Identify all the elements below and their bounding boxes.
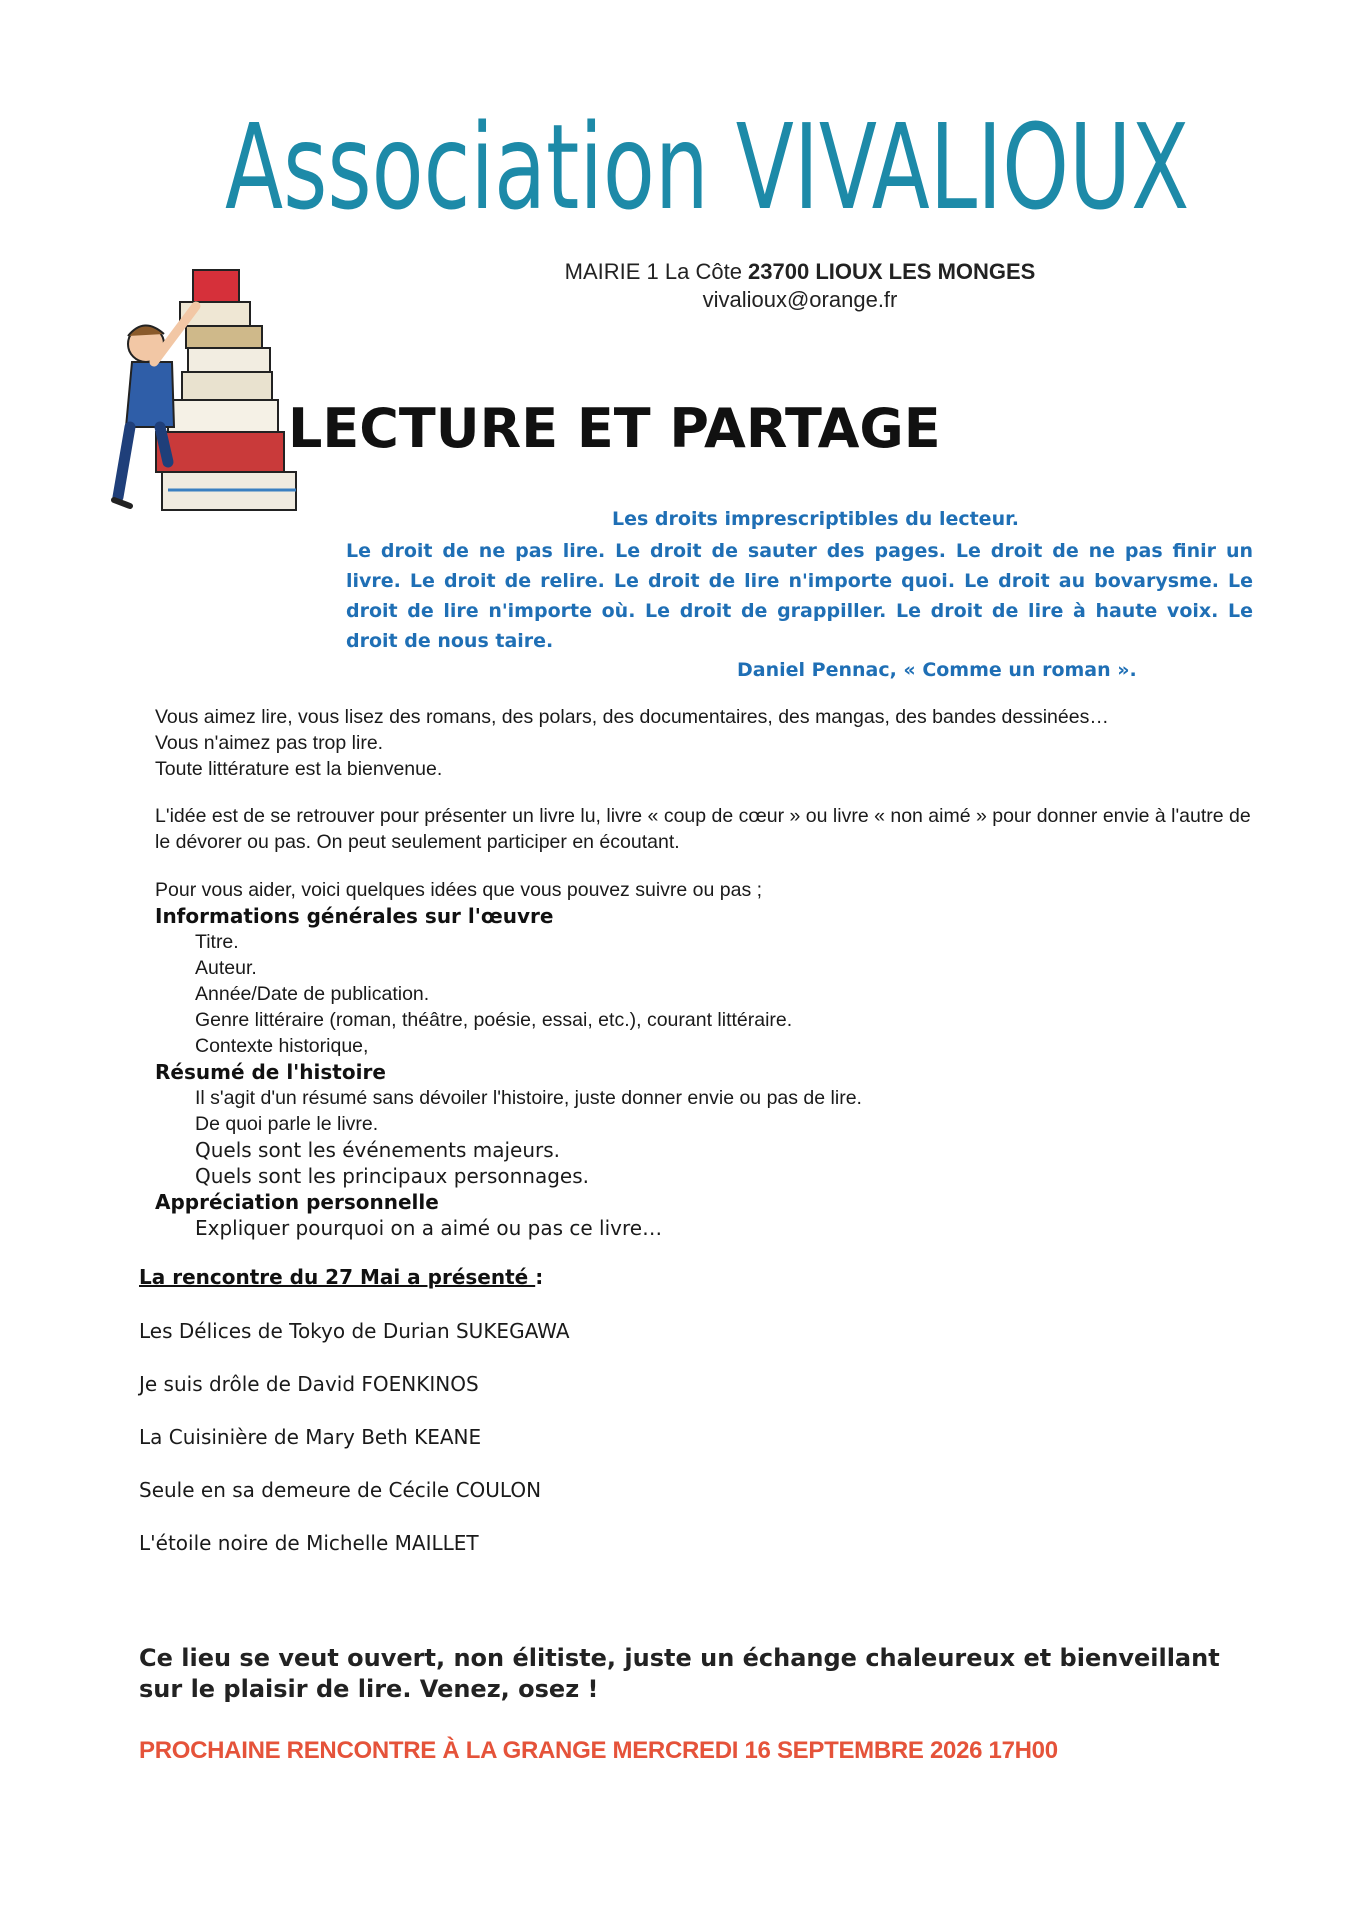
guide-item: Contexte historique,: [195, 1035, 369, 1057]
guide-heading-summary: Résumé de l'histoire: [155, 1060, 386, 1084]
book-item: Les Délices de Tokyo de Durian SUKEGAWA: [139, 1319, 570, 1343]
guide-item: Genre littéraire (roman, théâtre, poésie, essai, etc.), courant littéraire.: [195, 1009, 793, 1031]
quote-attribution: Daniel Pennac, « Comme un roman ».: [737, 659, 1137, 681]
child-with-books-illustration: [108, 262, 298, 522]
email-address: vivalioux@orange.fr: [702, 287, 898, 312]
intro-line: Toute littérature est la bienvenue.: [155, 758, 443, 780]
book-item: L'étoile noire de Michelle MAILLET: [139, 1531, 479, 1555]
idea-paragraph: L'idée est de se retrouver pour présenter un livre lu, livre « coup de cœur » ou livre « non aimé » pour donner envie à l'autre de le dévorer ou pas. On peut seulement participer en écoutant.: [155, 805, 1251, 853]
book-item: Je suis drôle de David FOENKINOS: [139, 1372, 479, 1396]
intro-paragraph: [155, 704, 1265, 782]
contact-block: [520, 258, 1080, 314]
meeting-heading-text: La rencontre du 27 Mai a présenté: [139, 1265, 536, 1289]
guide-heading-general: Informations générales sur l'œuvre: [155, 904, 554, 928]
guide-item: Titre.: [195, 931, 239, 953]
quote-title: Les droits imprescriptibles du lecteur.: [612, 508, 1019, 530]
association-title: Association VIVALIOUX: [225, 98, 1190, 236]
book-item: La Cuisinière de Mary Beth KEANE: [139, 1425, 482, 1449]
guide-item: Auteur.: [195, 957, 257, 979]
postal-address: [520, 258, 1080, 286]
book-item: Seule en sa demeure de Cécile COULON: [139, 1478, 542, 1502]
guide-item: Quels sont les principaux personnages.: [195, 1164, 590, 1188]
address-street: MAIRIE 1 La Côte: [564, 259, 749, 284]
quote-text: Le droit de ne pas lire. Le droit de sauter des pages. Le droit de ne pas finir un livre. Le droit de relire. Le droit de lire n'importe quoi. Le droit au bovarysme. Le droit de lire n'importe où. Le droit de grappiller. Le droit de lire à haute voix. Le droit de nous taire.: [346, 540, 1253, 652]
closing-statement: Ce lieu se veut ouvert, non élitiste, juste un échange chaleureux et bienveillant sur le plaisir de lire. Venez, osez !: [139, 1644, 1220, 1703]
reading-guide: [155, 877, 1265, 1241]
section-title: LECTURE ET PARTAGE: [288, 397, 941, 460]
guide-heading-opinion: Appréciation personnelle: [155, 1190, 439, 1214]
guide-item: Quels sont les événements majeurs.: [195, 1138, 561, 1162]
guide-item: Il s'agit d'un résumé sans dévoiler l'histoire, juste donner envie ou pas de lire.: [195, 1087, 862, 1109]
next-meeting-announcement: PROCHAINE RENCONTRE À LA GRANGE MERCREDI 16 SEPTEMBRE 2026 17H00: [139, 1737, 1058, 1764]
address-city: 23700 LIOUX LES MONGES: [748, 259, 1036, 284]
guide-item: Expliquer pourquoi on a aimé ou pas ce livre…: [195, 1216, 663, 1240]
meeting-heading: [139, 1265, 543, 1289]
guide-item: Année/Date de publication.: [195, 983, 430, 1005]
intro-line: Vous aimez lire, vous lisez des romans, des polars, des documentaires, des mangas, des bandes dessinées…: [155, 706, 1109, 728]
guide-intro: Pour vous aider, voici quelques idées que vous pouvez suivre ou pas ;: [155, 879, 763, 901]
meeting-heading-colon: :: [535, 1265, 544, 1289]
guide-item: De quoi parle le livre.: [195, 1113, 379, 1135]
book-list: [139, 1318, 570, 1583]
intro-line: Vous n'aimez pas trop lire.: [155, 732, 384, 754]
